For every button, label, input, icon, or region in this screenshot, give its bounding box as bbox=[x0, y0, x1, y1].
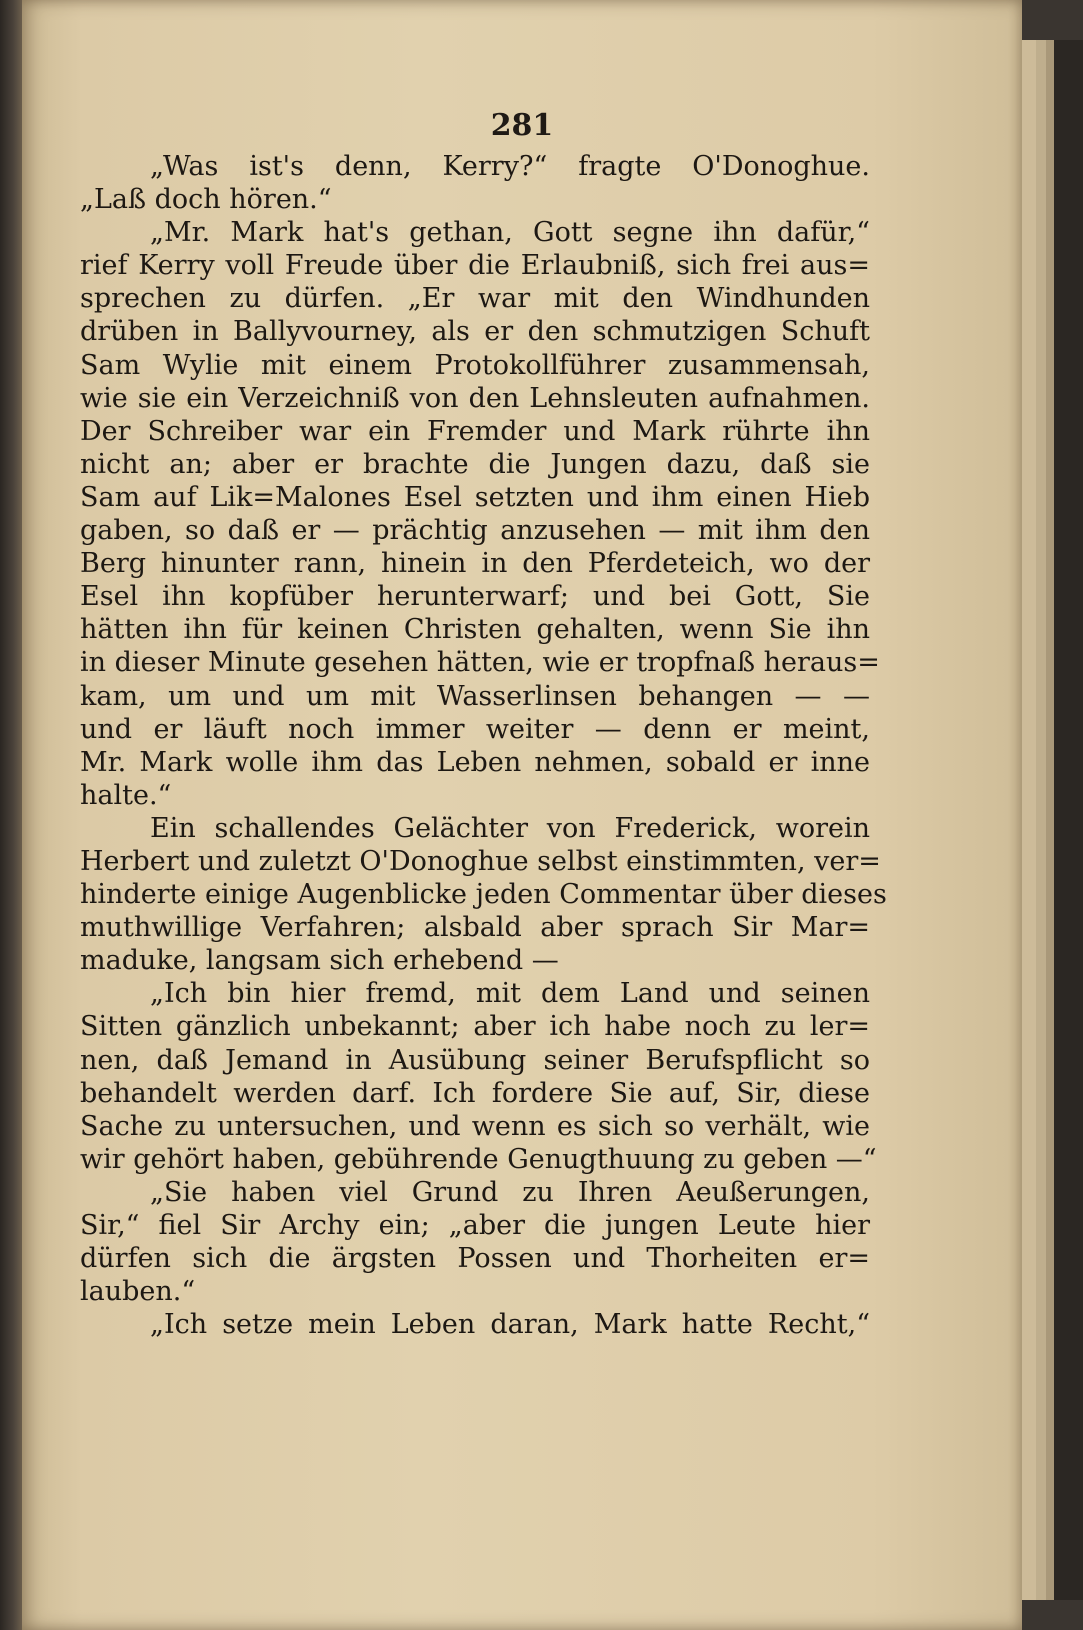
text-line: Sache zu untersuchen, und wenn es sich so verhält, wie bbox=[80, 1110, 870, 1142]
text-line: rief Kerry voll Freude über die Erlaubniß, sich frei aus= bbox=[80, 250, 870, 282]
text-line: wir gehört haben, gebührende Genugthuung zu geben —“ bbox=[80, 1143, 877, 1175]
text-line: „Ich setze mein Leben daran, Mark hatte Recht,“ bbox=[150, 1309, 870, 1341]
text-line: „Mr. Mark hat's gethan, Gott segne ihn dafür,“ bbox=[150, 217, 870, 249]
text-line: muthwillige Verfahren; alsbald aber sprach Sir Mar= bbox=[80, 912, 870, 944]
book-cover-edge bbox=[1054, 40, 1083, 1600]
text-line: kam, um und um mit Wasserlinsen behangen — — bbox=[80, 680, 870, 712]
text-line: in dieser Minute gesehen hätten, wie er tropfnaß heraus= bbox=[80, 647, 880, 679]
text-line: Sam Wylie mit einem Protokollführer zusammensah, bbox=[80, 349, 870, 381]
text-line: drüben in Ballyvourney, als er den schmutzigen Schuft bbox=[80, 316, 870, 348]
text-line: „Sie haben viel Grund zu Ihren Aeußerungen, bbox=[150, 1176, 870, 1208]
book-binding-edge bbox=[0, 0, 22, 1630]
text-line: Sir,“ fiel Sir Archy ein; „aber die jungen Leute hier bbox=[80, 1210, 870, 1241]
text-line: nicht an; aber er brachte die Jungen dazu, daß sie bbox=[80, 448, 870, 480]
page-stack-edge bbox=[1022, 40, 1037, 1600]
text-line: „Was ist's denn, Kerry?“ fragte O'Donoghue. bbox=[150, 151, 870, 182]
page-number: 281 bbox=[490, 108, 554, 143]
text-line: gaben, so daß er — prächtig anzusehen — mit ihm den bbox=[80, 515, 870, 547]
text-line: hätten ihn für keinen Christen gehalten, wenn Sie ihn bbox=[80, 614, 870, 646]
text-line: nen, daß Jemand in Ausübung seiner Berufspflicht so bbox=[80, 1044, 870, 1076]
text-line: lauben.“ bbox=[80, 1276, 196, 1308]
text-line: hinderte einige Augenblicke jeden Commentar über dieses bbox=[80, 879, 887, 911]
text-line: maduke, langsam sich erhebend — bbox=[80, 945, 559, 977]
text-line: Esel ihn kopfüber herunterwarf; und bei Gott, Sie bbox=[80, 581, 870, 613]
text-line: und er läuft noch immer weiter — denn er meint, bbox=[80, 713, 870, 745]
text-line: Ein schallendes Gelächter von Frederick, worein bbox=[150, 812, 870, 844]
text-line: behandelt werden darf. Ich fordere Sie auf, Sir, diese bbox=[80, 1077, 870, 1109]
text-line: wie sie ein Verzeichniß von den Lehnsleuten aufnahmen. bbox=[80, 382, 870, 414]
text-line: „Ich bin hier fremd, mit dem Land und seinen bbox=[150, 978, 870, 1010]
text-line: halte.“ bbox=[80, 779, 172, 811]
text-line: Sam auf Lik=Malones Esel setzten und ihm einen Hieb bbox=[80, 481, 870, 513]
text-line: Berg hinunter rann, hinein in den Pferdeteich, wo der bbox=[80, 548, 870, 580]
text-line: Der Schreiber war ein Fremder und Mark rührte ihn bbox=[80, 415, 870, 447]
text-line: sprechen zu dürfen. „Er war mit den Windhunden bbox=[80, 283, 870, 315]
text-line: Herbert und zuletzt O'Donoghue selbst einstimmten, ver= bbox=[80, 845, 881, 877]
text-line: Sitten gänzlich unbekannt; aber ich habe noch zu ler= bbox=[80, 1011, 870, 1043]
text-line: „Laß doch hören.“ bbox=[80, 184, 332, 216]
text-line: dürfen sich die ärgsten Possen und Thorheiten er= bbox=[80, 1243, 870, 1275]
book-page bbox=[22, 0, 1022, 1630]
text-line: Mr. Mark wolle ihm das Leben nehmen, sobald er inne bbox=[80, 746, 870, 778]
body-text bbox=[80, 150, 887, 1341]
